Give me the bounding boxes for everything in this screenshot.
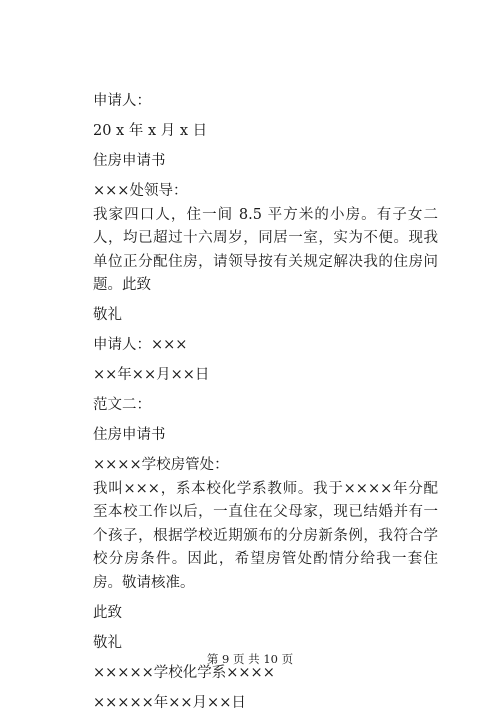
sample-heading: 范文二：	[93, 394, 438, 418]
closing-regards: 敬礼	[93, 632, 438, 656]
section-title: 住房申请书	[93, 424, 438, 448]
date-line: 20 x 年 x 月 x 日	[93, 120, 438, 144]
document-body	[93, 90, 438, 715]
applicant-signature: ×××××学校化学系××××	[93, 662, 438, 686]
salutation: ××××学校房管处：	[93, 454, 438, 478]
salutation: ×××处领导：	[93, 180, 438, 204]
signature-date: ×××××年××月××日	[93, 692, 438, 715]
closing-regards: 敬礼	[93, 304, 438, 328]
signature-date: ××年××月××日	[93, 364, 438, 388]
body-paragraph: 我叫×××，系本校化学系教师。我于××××年分配至本校工作以后，一直住在父母家，现已结婚并有一个孩子，根据学校近期颁布的分房新条例，我符合学校分房条件。因此，希望房管处酌情分给我一套住房。敬请核准。	[93, 478, 438, 596]
applicant-signature: 申请人：×××	[93, 334, 438, 358]
section-title: 住房申请书	[93, 150, 438, 174]
applicant-label: 申请人：	[93, 90, 438, 114]
page-footer: 第 9 页 共 10 页	[0, 651, 500, 667]
closing-line: 此致	[93, 602, 438, 626]
body-paragraph: 我家四口人，住一间 8.5 平方米的小房。有子女二人，均已超过十六周岁，同居一室，实为不便。现我单位正分配住房，请领导按有关规定解决我的住房问题。此致	[93, 204, 438, 298]
